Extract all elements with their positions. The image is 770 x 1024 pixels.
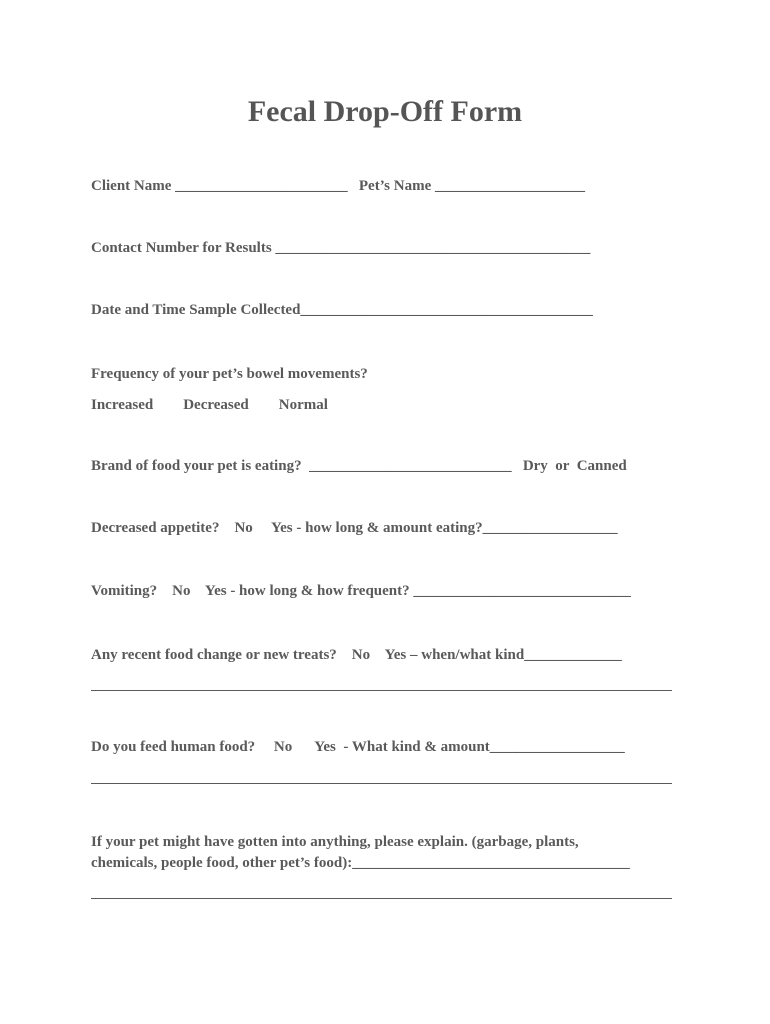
frequency-question: Frequency of your pet’s bowel movements? — [91, 366, 368, 382]
human-food-field[interactable]: Do you feed human food? No Yes - What kind & amount__________________ — [91, 739, 625, 755]
human-food-answer-line[interactable] — [91, 783, 672, 784]
explain-question-line-1: If your pet might have gotten into anything, please explain. (garbage, plants, — [91, 834, 579, 850]
contact-number-field[interactable]: Contact Number for Results __________________________________________ — [91, 240, 591, 256]
frequency-options[interactable]: Increased Decreased Normal — [91, 397, 328, 413]
form-title: Fecal Drop-Off Form — [247, 95, 523, 128]
explain-question-line-2[interactable]: chemicals, people food, other pet’s food):_____________________________________ — [91, 855, 630, 871]
food-brand-field[interactable]: Brand of food your pet is eating? ___________________________ Dry or Canned — [91, 458, 627, 474]
food-change-answer-line[interactable] — [91, 690, 672, 691]
explain-answer-line[interactable] — [91, 898, 672, 899]
sample-date-time-field[interactable]: Date and Time Sample Collected_______________________________________ — [91, 302, 593, 318]
vomiting-field[interactable]: Vomiting? No Yes - how long & how frequent? _____________________________ — [91, 583, 631, 599]
food-change-field[interactable]: Any recent food change or new treats? No Yes – when/what kind_____________ — [91, 647, 622, 663]
appetite-field[interactable]: Decreased appetite? No Yes - how long & amount eating?__________________ — [91, 520, 618, 536]
client-pet-name-field[interactable]: Client Name _______________________ Pet’s Name ____________________ — [91, 178, 585, 194]
